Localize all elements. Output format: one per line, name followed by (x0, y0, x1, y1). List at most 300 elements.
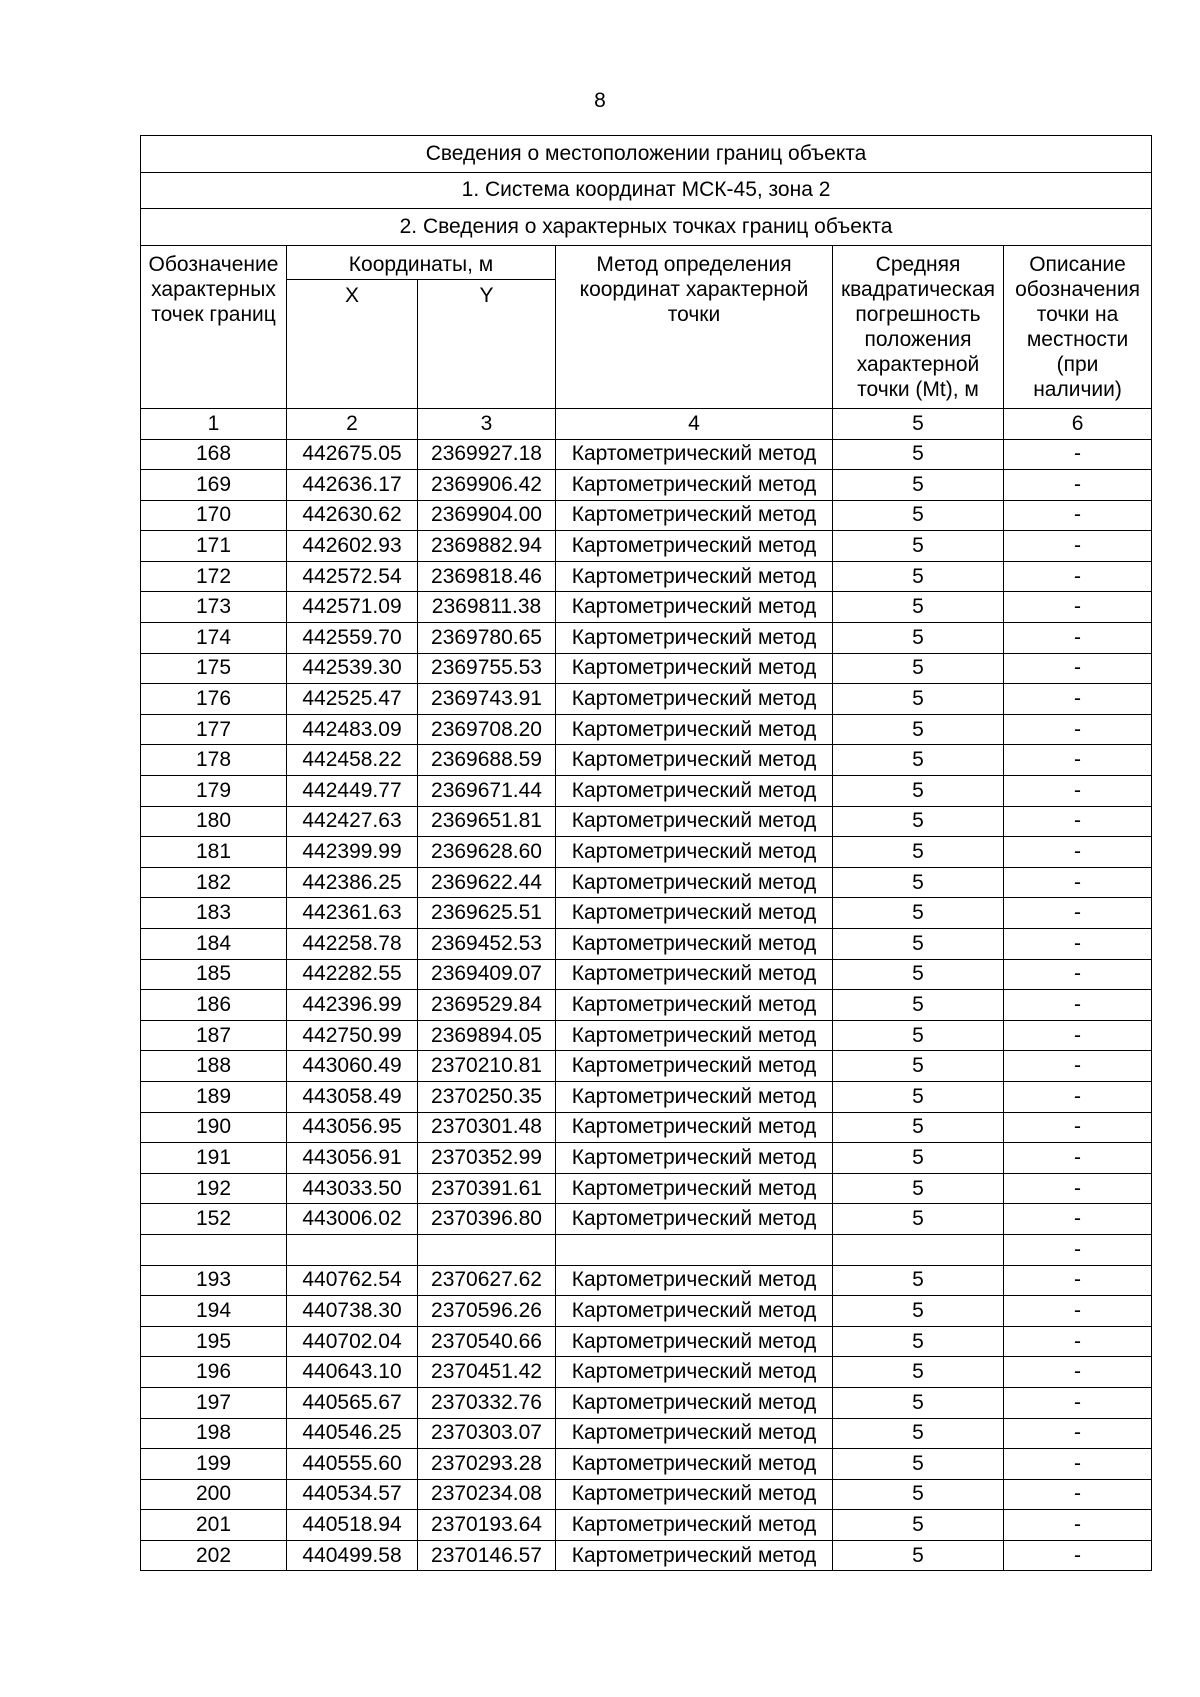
cell-y: 2369894.05 (418, 1020, 556, 1051)
table-row (141, 1234, 1152, 1265)
cell-error: 5 (833, 806, 1004, 837)
cell-y: 2369927.18 (418, 439, 556, 470)
cell-error: 5 (833, 1479, 1004, 1510)
cell-y: 2370451.42 (418, 1357, 556, 1388)
cell-method: Картометрический метод (556, 623, 833, 654)
title-row-main (141, 136, 1152, 173)
cell-x: 440762.54 (287, 1265, 418, 1296)
cell-point-id: 187 (141, 1020, 287, 1051)
cell-method: Картометрический метод (556, 959, 833, 990)
cell-error: 5 (833, 1540, 1004, 1571)
cell-method: Картометрический метод (556, 745, 833, 776)
cell-method: Картометрический метод (556, 1143, 833, 1174)
cell-x: 442539.30 (287, 653, 418, 684)
cell-y: 2369904.00 (418, 500, 556, 531)
table-row (141, 1479, 1152, 1510)
header-error-line: характерной (856, 352, 980, 376)
cell-description: - (1004, 1479, 1152, 1510)
cell-description: - (1004, 1510, 1152, 1541)
cell-x: 442282.55 (287, 959, 418, 990)
cell-description: - (1004, 1051, 1152, 1082)
cell-point-id: 173 (141, 592, 287, 623)
cell-method: Картометрический метод (556, 1265, 833, 1296)
cell-point-id: 176 (141, 684, 287, 715)
column-number: 5 (833, 408, 1004, 439)
column-number: 2 (287, 408, 418, 439)
cell-method: Картометрический метод (556, 1296, 833, 1327)
cell-error: 5 (833, 1143, 1004, 1174)
cell-error: 5 (833, 1510, 1004, 1541)
table-row (141, 592, 1152, 623)
table-row (141, 439, 1152, 470)
cell-point-id: 175 (141, 653, 287, 684)
cell-error: 5 (833, 1051, 1004, 1082)
cell-y: 2369452.53 (418, 929, 556, 960)
cell-y: 2369755.53 (418, 653, 556, 684)
column-number: 6 (1004, 408, 1152, 439)
cell-description: - (1004, 470, 1152, 501)
cell-y: 2370332.76 (418, 1387, 556, 1418)
cell-x: 442525.47 (287, 684, 418, 715)
cell-description: - (1004, 1418, 1152, 1449)
column-number: 4 (556, 408, 833, 439)
cell-x: 442386.25 (287, 867, 418, 898)
table-title: Сведения о местоположении границ объекта (141, 136, 1152, 173)
cell-error: 5 (833, 592, 1004, 623)
cell-method: Картометрический метод (556, 837, 833, 868)
cell-method: Картометрический метод (556, 1449, 833, 1480)
cell-error: 5 (833, 837, 1004, 868)
cell-y: 2369818.46 (418, 561, 556, 592)
header-y: Y (418, 279, 556, 408)
cell-point-id: 202 (141, 1540, 287, 1571)
cell-description: - (1004, 653, 1152, 684)
table-row (141, 1418, 1152, 1449)
cell-y: 2369688.59 (418, 745, 556, 776)
table-row (141, 745, 1152, 776)
cell-method: Картометрический метод (556, 1326, 833, 1357)
cell-description: - (1004, 1540, 1152, 1571)
cell-error: 5 (833, 714, 1004, 745)
header-coordinates: Координаты, м (287, 245, 556, 279)
cell-method: Картометрический метод (556, 867, 833, 898)
cell-y: 2370391.61 (418, 1173, 556, 1204)
cell-description: - (1004, 592, 1152, 623)
column-number: 3 (418, 408, 556, 439)
cell-x: 442602.93 (287, 531, 418, 562)
table-row (141, 561, 1152, 592)
column-number-row (141, 408, 1152, 439)
cell-y: 2369409.07 (418, 959, 556, 990)
cell-description: - (1004, 1357, 1152, 1388)
table-row (141, 1081, 1152, 1112)
page-number: 8 (594, 89, 606, 112)
cell-y: 2370250.35 (418, 1081, 556, 1112)
header-error-line: Средняя (875, 252, 961, 276)
cell-x: 440702.04 (287, 1326, 418, 1357)
header-method-line: точки (667, 302, 721, 326)
header-method-line: координат характерной (579, 277, 809, 301)
cell-description: - (1004, 684, 1152, 715)
cell-error: 5 (833, 531, 1004, 562)
cell-y: 2369529.84 (418, 990, 556, 1021)
cell-point-id: 183 (141, 898, 287, 929)
cell-description: - (1004, 898, 1152, 929)
column-number: 1 (141, 408, 287, 439)
cell-method: Картометрический метод (556, 561, 833, 592)
cell-x: 442399.99 (287, 837, 418, 868)
header-error-line: точки (Mt), м (857, 377, 979, 401)
table-row (141, 1357, 1152, 1388)
table-row (141, 898, 1152, 929)
cell-method: Картометрический метод (556, 531, 833, 562)
cell-point-id: 196 (141, 1357, 287, 1388)
cell-error: 5 (833, 898, 1004, 929)
title-row-coord-system (141, 172, 1152, 209)
cell-description: - (1004, 500, 1152, 531)
table-row (141, 1510, 1152, 1541)
cell-x: 442675.05 (287, 439, 418, 470)
header-description-line: точки на (1036, 302, 1119, 326)
cell-point-id: 172 (141, 561, 287, 592)
cell-x (287, 1234, 418, 1265)
cell-error: 5 (833, 1112, 1004, 1143)
cell-description: - (1004, 959, 1152, 990)
table-row (141, 653, 1152, 684)
cell-x: 440518.94 (287, 1510, 418, 1541)
cell-y (418, 1234, 556, 1265)
cell-point-id: 193 (141, 1265, 287, 1296)
cell-y: 2369811.38 (418, 592, 556, 623)
header-description-line: местности (1026, 327, 1129, 351)
cell-x: 440546.25 (287, 1418, 418, 1449)
cell-description: - (1004, 1143, 1152, 1174)
section-title: 2. Сведения о характерных точках границ объекта (141, 209, 1152, 246)
cell-method: Картометрический метод (556, 714, 833, 745)
cell-description: - (1004, 1387, 1152, 1418)
cell-method: Картометрический метод (556, 776, 833, 807)
cell-point-id: 180 (141, 806, 287, 837)
cell-point-id: 181 (141, 837, 287, 868)
cell-error: 5 (833, 867, 1004, 898)
cell-error: 5 (833, 1204, 1004, 1235)
cell-method: Картометрический метод (556, 439, 833, 470)
cell-error: 5 (833, 653, 1004, 684)
cell-point-id: 174 (141, 623, 287, 654)
cell-error: 5 (833, 1418, 1004, 1449)
cell-method: Картометрический метод (556, 1112, 833, 1143)
cell-point-id: 199 (141, 1449, 287, 1480)
cell-description: - (1004, 1204, 1152, 1235)
header-x: X (287, 279, 418, 408)
table-row (141, 1173, 1152, 1204)
cell-y: 2370210.81 (418, 1051, 556, 1082)
cell-description: - (1004, 1326, 1152, 1357)
cell-x: 440643.10 (287, 1357, 418, 1388)
cell-error: 5 (833, 1449, 1004, 1480)
cell-x: 440534.57 (287, 1479, 418, 1510)
cell-description: - (1004, 531, 1152, 562)
table-row (141, 1051, 1152, 1082)
cell-method: Картометрический метод (556, 684, 833, 715)
cell-x: 443006.02 (287, 1204, 418, 1235)
cell-x: 442636.17 (287, 470, 418, 501)
table-row (141, 531, 1152, 562)
cell-error: 5 (833, 990, 1004, 1021)
cell-point-id: 170 (141, 500, 287, 531)
cell-method: Картометрический метод (556, 653, 833, 684)
cell-y: 2370396.80 (418, 1204, 556, 1235)
cell-point-id: 189 (141, 1081, 287, 1112)
header-designation (141, 245, 287, 408)
cell-y: 2370301.48 (418, 1112, 556, 1143)
header-error (833, 245, 1004, 408)
cell-x: 442559.70 (287, 623, 418, 654)
cell-y: 2370303.07 (418, 1418, 556, 1449)
cell-x: 442572.54 (287, 561, 418, 592)
cell-x: 442361.63 (287, 898, 418, 929)
cell-point-id: 177 (141, 714, 287, 745)
table-row (141, 684, 1152, 715)
cell-y: 2369743.91 (418, 684, 556, 715)
cell-point-id: 191 (141, 1143, 287, 1174)
table-row (141, 1540, 1152, 1571)
header-error-line: погрешность (855, 302, 981, 326)
cell-point-id: 186 (141, 990, 287, 1021)
cell-description: - (1004, 1449, 1152, 1480)
cell-method: Картометрический метод (556, 1540, 833, 1571)
cell-y: 2369628.60 (418, 837, 556, 868)
cell-error: 5 (833, 1296, 1004, 1327)
cell-point-id: 190 (141, 1112, 287, 1143)
cell-x: 440555.60 (287, 1449, 418, 1480)
boundary-points-table (140, 135, 1152, 1571)
cell-method: Картометрический метод (556, 1020, 833, 1051)
table-row (141, 500, 1152, 531)
table-row (141, 990, 1152, 1021)
cell-point-id: 171 (141, 531, 287, 562)
cell-x: 440499.58 (287, 1540, 418, 1571)
cell-y: 2370234.08 (418, 1479, 556, 1510)
cell-description: - (1004, 439, 1152, 470)
header-row (141, 245, 1152, 279)
cell-y: 2369625.51 (418, 898, 556, 929)
cell-error: 5 (833, 500, 1004, 531)
table-row (141, 806, 1152, 837)
cell-error: 5 (833, 776, 1004, 807)
table-row (141, 470, 1152, 501)
cell-method: Картометрический метод (556, 1081, 833, 1112)
cell-method: Картометрический метод (556, 1204, 833, 1235)
title-row-section (141, 209, 1152, 246)
table-row (141, 959, 1152, 990)
cell-error: 5 (833, 1265, 1004, 1296)
cell-point-id: 184 (141, 929, 287, 960)
cell-y: 2369651.81 (418, 806, 556, 837)
header-designation-line: точек границ (151, 302, 276, 326)
table-row (141, 714, 1152, 745)
cell-method: Картометрический метод (556, 1387, 833, 1418)
cell-x: 442483.09 (287, 714, 418, 745)
cell-description: - (1004, 1112, 1152, 1143)
cell-description: - (1004, 776, 1152, 807)
cell-description: - (1004, 745, 1152, 776)
cell-description: - (1004, 1234, 1152, 1265)
header-method-line: Метод определения (596, 252, 792, 276)
table-row (141, 837, 1152, 868)
cell-description: - (1004, 714, 1152, 745)
cell-error: 5 (833, 561, 1004, 592)
table-row (141, 929, 1152, 960)
table-row (141, 776, 1152, 807)
cell-y: 2369780.65 (418, 623, 556, 654)
header-description-line: Описание (1029, 252, 1126, 276)
table-row (141, 1449, 1152, 1480)
table-row (141, 1265, 1152, 1296)
cell-x: 443060.49 (287, 1051, 418, 1082)
cell-y: 2370146.57 (418, 1540, 556, 1571)
cell-point-id: 194 (141, 1296, 287, 1327)
cell-x: 442458.22 (287, 745, 418, 776)
cell-x: 443056.95 (287, 1112, 418, 1143)
cell-description: - (1004, 837, 1152, 868)
cell-method: Картометрический метод (556, 1510, 833, 1541)
cell-error: 5 (833, 1357, 1004, 1388)
cell-y: 2370352.99 (418, 1143, 556, 1174)
cell-point-id: 195 (141, 1326, 287, 1357)
cell-y: 2369882.94 (418, 531, 556, 562)
cell-description: - (1004, 867, 1152, 898)
cell-x: 440738.30 (287, 1296, 418, 1327)
cell-point-id: 152 (141, 1204, 287, 1235)
cell-error: 5 (833, 959, 1004, 990)
cell-point-id: 198 (141, 1418, 287, 1449)
cell-error: 5 (833, 623, 1004, 654)
cell-point-id: 197 (141, 1387, 287, 1418)
cell-x: 443056.91 (287, 1143, 418, 1174)
cell-description: - (1004, 1265, 1152, 1296)
cell-error: 5 (833, 1387, 1004, 1418)
cell-method: Картометрический метод (556, 1173, 833, 1204)
cell-x: 442750.99 (287, 1020, 418, 1051)
cell-error: 5 (833, 1173, 1004, 1204)
cell-x: 442258.78 (287, 929, 418, 960)
header-description-line: (при (1056, 352, 1099, 376)
cell-method (556, 1234, 833, 1265)
table-row (141, 1204, 1152, 1235)
cell-description: - (1004, 990, 1152, 1021)
cell-point-id: 192 (141, 1173, 287, 1204)
cell-x: 442396.99 (287, 990, 418, 1021)
cell-y: 2370596.26 (418, 1296, 556, 1327)
cell-description: - (1004, 1020, 1152, 1051)
cell-error: 5 (833, 684, 1004, 715)
cell-error: 5 (833, 745, 1004, 776)
header-description-line: обозначения (1015, 277, 1140, 301)
cell-x: 442427.63 (287, 806, 418, 837)
cell-point-id: 169 (141, 470, 287, 501)
cell-error (833, 1234, 1004, 1265)
coordinate-system-title: 1. Система координат МСК-45, зона 2 (141, 172, 1152, 209)
cell-point-id: 168 (141, 439, 287, 470)
header-error-line: положения (864, 327, 972, 351)
cell-method: Картометрический метод (556, 990, 833, 1021)
cell-method: Картометрический метод (556, 929, 833, 960)
table-row (141, 1020, 1152, 1051)
cell-method: Картометрический метод (556, 1418, 833, 1449)
cell-error: 5 (833, 439, 1004, 470)
header-description (1004, 245, 1152, 408)
cell-y: 2369622.44 (418, 867, 556, 898)
cell-error: 5 (833, 1020, 1004, 1051)
cell-y: 2370540.66 (418, 1326, 556, 1357)
table-row (141, 1112, 1152, 1143)
table-row (141, 1143, 1152, 1174)
cell-error: 5 (833, 929, 1004, 960)
header-description-line: наличии) (1033, 377, 1122, 401)
cell-x: 442571.09 (287, 592, 418, 623)
cell-point-id: 188 (141, 1051, 287, 1082)
cell-point-id: 200 (141, 1479, 287, 1510)
cell-description: - (1004, 1081, 1152, 1112)
cell-y: 2370627.62 (418, 1265, 556, 1296)
header-designation-line: Обозначение (148, 252, 279, 276)
cell-point-id: 178 (141, 745, 287, 776)
cell-y: 2370193.64 (418, 1510, 556, 1541)
cell-point-id: 201 (141, 1510, 287, 1541)
table-row (141, 1326, 1152, 1357)
cell-method: Картометрический метод (556, 500, 833, 531)
cell-point-id (141, 1234, 287, 1265)
cell-error: 5 (833, 1081, 1004, 1112)
cell-error: 5 (833, 470, 1004, 501)
cell-x: 440565.67 (287, 1387, 418, 1418)
cell-description: - (1004, 623, 1152, 654)
header-method (556, 245, 833, 408)
cell-method: Картометрический метод (556, 1479, 833, 1510)
cell-description: - (1004, 929, 1152, 960)
cell-error: 5 (833, 1326, 1004, 1357)
table-row (141, 1387, 1152, 1418)
cell-method: Картометрический метод (556, 1357, 833, 1388)
cell-description: - (1004, 561, 1152, 592)
cell-x: 442630.62 (287, 500, 418, 531)
cell-point-id: 182 (141, 867, 287, 898)
header-error-line: квадратическая (840, 277, 996, 301)
cell-point-id: 179 (141, 776, 287, 807)
table-row (141, 867, 1152, 898)
cell-x: 443058.49 (287, 1081, 418, 1112)
cell-point-id: 185 (141, 959, 287, 990)
cell-y: 2369906.42 (418, 470, 556, 501)
cell-y: 2370293.28 (418, 1449, 556, 1480)
cell-method: Картометрический метод (556, 898, 833, 929)
cell-x: 443033.50 (287, 1173, 418, 1204)
table-row (141, 623, 1152, 654)
cell-description: - (1004, 1296, 1152, 1327)
cell-y: 2369671.44 (418, 776, 556, 807)
cell-y: 2369708.20 (418, 714, 556, 745)
cell-method: Картометрический метод (556, 1051, 833, 1082)
cell-x: 442449.77 (287, 776, 418, 807)
header-designation-line: характерных (151, 277, 276, 301)
table-row (141, 1296, 1152, 1327)
cell-method: Картометрический метод (556, 592, 833, 623)
cell-description: - (1004, 806, 1152, 837)
cell-description: - (1004, 1173, 1152, 1204)
cell-method: Картометрический метод (556, 806, 833, 837)
cell-method: Картометрический метод (556, 470, 833, 501)
